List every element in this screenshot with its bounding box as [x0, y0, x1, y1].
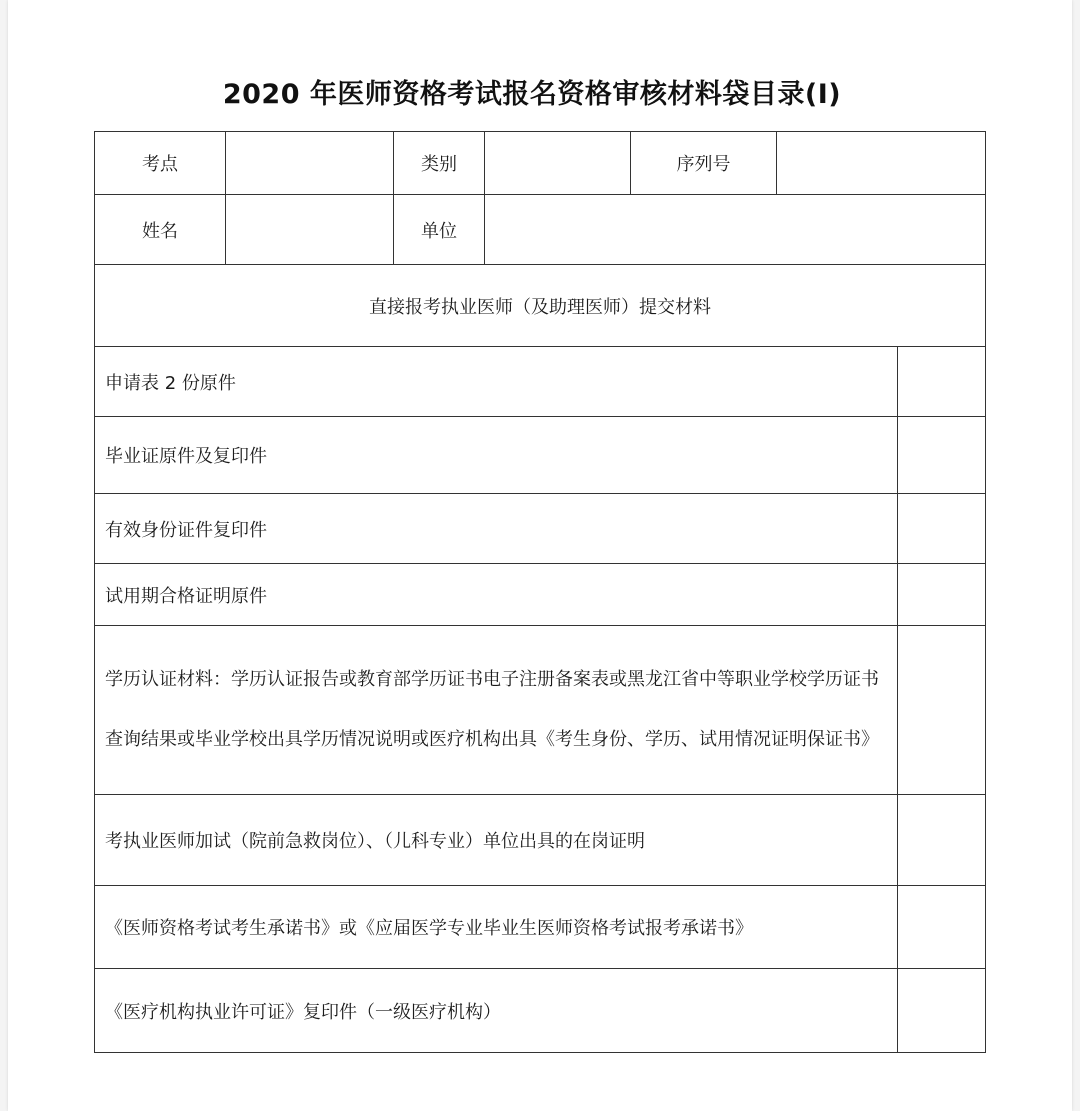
category-label: 类别 — [394, 132, 485, 195]
name-label: 姓名 — [95, 195, 226, 265]
table-row — [95, 886, 986, 969]
check-cell — [898, 969, 986, 1053]
item-text: 《医师资格考试考生承诺书》或《应届医学专业毕业生医师资格考试报考承诺书》 — [95, 886, 898, 969]
table-row — [95, 347, 986, 417]
serial-label: 序列号 — [631, 132, 777, 195]
materials-table — [94, 131, 986, 1053]
item-text: 考执业医师加试（院前急救岗位）、（儿科专业）单位出具的在岗证明 — [95, 795, 898, 886]
item-text: 申请表 2 份原件 — [95, 347, 898, 417]
item-text: 《医疗机构执业许可证》复印件（一级医疗机构） — [95, 969, 898, 1053]
check-cell — [898, 494, 986, 564]
exam-site-label: 考点 — [95, 132, 226, 195]
table-row — [95, 494, 986, 564]
item-text: 试用期合格证明原件 — [95, 564, 898, 626]
document-title: 2020 年医师资格考试报名资格审核材料袋目录(I) — [222, 79, 842, 110]
name-field — [226, 195, 394, 265]
header-row-2 — [95, 195, 986, 265]
check-cell — [898, 417, 986, 494]
header-row-1 — [95, 132, 986, 195]
table-row — [95, 626, 986, 795]
unit-field — [485, 195, 986, 265]
category-field — [485, 132, 631, 195]
table-row — [95, 969, 986, 1053]
exam-site-field — [226, 132, 394, 195]
serial-field — [777, 132, 986, 195]
section-title: 直接报考执业医师（及助理医师）提交材料 — [95, 265, 986, 347]
unit-label: 单位 — [394, 195, 485, 265]
table-row — [95, 795, 986, 886]
table-row — [95, 564, 986, 626]
check-cell — [898, 564, 986, 626]
check-cell — [898, 347, 986, 417]
table-row — [95, 417, 986, 494]
check-cell — [898, 886, 986, 969]
item-text: 学历认证材料：学历认证报告或教育部学历证书电子注册备案表或黑龙江省中等职业学校学历证书查询结果或毕业学校出具学历情况说明或医疗机构出具《考生身份、学历、试用情况证明保证书》 — [105, 669, 879, 750]
check-cell — [898, 795, 986, 886]
item-text: 毕业证原件及复印件 — [95, 417, 898, 494]
check-cell — [898, 626, 986, 795]
item-text: 有效身份证件复印件 — [95, 494, 898, 564]
section-row — [95, 265, 986, 347]
item-text-multiline — [95, 626, 898, 795]
